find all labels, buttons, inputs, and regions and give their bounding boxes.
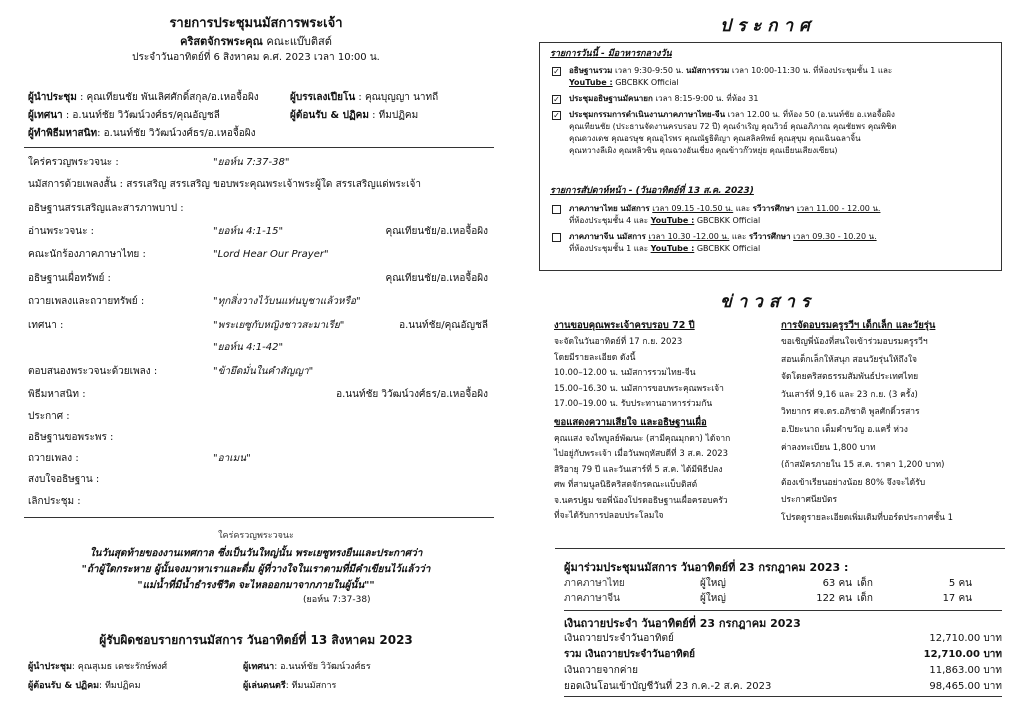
next-role: [28, 678, 141, 692]
role-value: : คุณบุญญา นาทถี: [355, 92, 439, 103]
announcement-line: YouTube : GBCBKK Official: [569, 78, 679, 87]
order-item: "ยอห์น 4:1-15": [213, 226, 284, 237]
order-row: [28, 428, 488, 448]
announcement-line: อธิษฐานรวม เวลา 9:30-9:50 น. นมัสการรวม เวลา 10:00-11:30 น. ที่ห้องประชุมชั้น 1 และ: [569, 66, 893, 75]
announcement-line: ภาคภาษาจีน นมัสการ เวลา 10.30 -12.00 น. และ รวีวารศึกษา เวลา 09.30 - 10.20 น.: [569, 232, 877, 241]
divider: [564, 610, 1002, 611]
next-role: [28, 659, 167, 673]
reflection-reference: (ยอห์น 7:37-38): [303, 595, 371, 605]
reflection-line: "แม่น้ำที่มีน้ำธำรงชีวิต จะไหลออกมาจากภายในผู้นั้น"": [137, 580, 375, 591]
news-line: สิริอายุ 79 ปี และวันเสาร์ที่ 5 ส.ค. ได้มีพิธีปลง: [554, 464, 723, 475]
adult-count: 63 คน: [822, 578, 852, 589]
checkbox-icon: [552, 205, 561, 214]
order-label: อ่านพระวจนะ :: [28, 226, 95, 237]
order-label: พิธีมหาสนิท :: [28, 389, 86, 400]
news-heading: งานขอบคุณพระเจ้าครบรอบ 72 ปี: [554, 320, 695, 331]
news-line: 10.00–12.00 น. นมัสการรวมไทย-จีน: [554, 368, 696, 378]
news-line: ต้องเข้าเรียนอย่างน้อย 80% จึงจะได้รับ: [781, 477, 926, 488]
order-label: อธิษฐานเผื่อทรัพย์ :: [28, 273, 111, 284]
news-title: ข่าวสาร: [720, 292, 816, 312]
announcement-line: ประชุมกรรมการดำเนินงานภาคภาษาไทย-จีน เวลา 12.00 น. ที่ห้อง 50 (อ.นนท์ชัย อ.เหอจื้อผิง: [569, 110, 895, 119]
order-row: [28, 199, 488, 219]
announcements-column: [512, 0, 1024, 725]
attendance-group: ภาคภาษาไทย: [564, 578, 625, 589]
offering-amount: 11,863.00 บาท: [929, 665, 1002, 676]
service-role: [290, 108, 418, 123]
adult-label: ผู้ใหญ่: [700, 593, 726, 604]
order-person: อ.นนท์ชัย/คุณอัญชลี: [399, 320, 488, 331]
order-row: [28, 362, 488, 382]
news-heading: การจัดอบรมครูรวีฯ เด็กเล็ก และวัยรุ่น: [781, 320, 936, 331]
role-value: : คุณเทียนชัย พันเลิศศักดิ์สกุล/อ.เหอจื้อผิง: [76, 92, 259, 103]
role-label: ผู้เทศนา: [28, 110, 63, 121]
order-label: นมัสการด้วยเพลงสั้น : สรรเสริญ สรรเสริญ ขอบพระคุณพระเจ้าพระผู้ใด สรรเสริญแด่พระเจ้า: [28, 179, 421, 190]
order-row: [28, 222, 488, 242]
news-line: วันเสาร์ที่ 9,16 และ 23 ก.ย. (3 ครั้ง): [781, 389, 918, 400]
order-label: ตอบสนองพระวจนะด้วยเพลง :: [28, 366, 158, 377]
order-row: [28, 492, 488, 512]
news-line: 15.00–16.30 น. นมัสการขอบพระคุณพระเจ้า: [554, 383, 724, 394]
news-line: 17.00–19.00 น. รับประทานอาหารร่วมกัน: [554, 399, 713, 409]
role-value: : อ.นนท์ชัย วิวัฒน์วงศ์ธร/คุณอัญชลี: [62, 110, 220, 121]
role-value: : ทีมปฏิคม: [368, 110, 419, 121]
announcement-line: คุณเทียนชัย (ประธานจัดงานครบรอบ 72 ปี) คุณจำเริญ คุณวิวย์ คุณอภิภาณ คุณชัยพร คุณพิชิต: [569, 122, 897, 131]
checkbox-icon: ✓: [553, 111, 560, 120]
news-line: โปรดดูรายละเอียดเพิ่มเติมที่บอร์ดประกาศชั้น 1: [781, 513, 954, 523]
order-row: [28, 316, 488, 336]
news-line: ค่าลงทะเบียน 1,800 บาท: [781, 442, 876, 453]
child-label: เด็ก: [857, 578, 873, 589]
announcement-line: ที่ห้องประชุมชั้น 4 และ YouTube : GBCBKK Official: [569, 216, 761, 225]
next-role: [243, 659, 371, 673]
order-row: [28, 385, 488, 405]
child-count: 17 คน: [942, 593, 972, 604]
role-label: ผู้ต้อนรับ & ปฏิคม: [28, 681, 100, 691]
news-line: จะจัดในวันอาทิตย์ที่ 17 ก.ย. 2023: [554, 337, 683, 347]
news-line: จ.นครปฐม ขอพี่น้องโปรดอธิษฐานเผื่อครอบครัว: [554, 495, 728, 506]
order-row: [28, 338, 488, 358]
order-item: "ยอห์น 4:1-42": [213, 342, 284, 353]
role-value: : อ.นนท์ชัย วิวัฒน์วงศ์ธร: [274, 662, 371, 672]
offering-label: รวม เงินถวายประจำวันอาทิตย์: [564, 649, 695, 660]
order-label: ถวายเพลง :: [28, 453, 79, 464]
announcement-line: ประชุมอธิษฐานมัคนายก เวลา 8:15-9:00 น. ที่ห้อง 31: [569, 94, 759, 103]
service-role: [28, 108, 220, 123]
order-label: อธิษฐานสรรเสริญและสารภาพบาป :: [28, 203, 184, 214]
order-label: ใคร่ครวญพระวจนะ :: [28, 157, 119, 168]
announcements-title: ประกาศ: [720, 16, 816, 36]
announcement-line: ภาคภาษาไทย นมัสการ เวลา 09.15 -10.50 น. และ รวีวารศึกษา เวลา 11.00 - 12.00 น.: [569, 204, 881, 213]
adult-label: ผู้ใหญ่: [700, 578, 726, 589]
order-row: [28, 470, 488, 490]
child-label: เด็ก: [857, 593, 873, 604]
announcement-line: คุณหวางลีเผิง คุณหลิวซิน คุณฉวงอันเชี่ยง คุณข้าวก๊วหยุ่ย คุณเยียนเสียงเซียน): [569, 146, 838, 155]
order-person: อ.นนท์ชัย วิวัฒน์วงศ์ธร/อ.เหอจื้อผิง: [336, 389, 488, 400]
role-label: ผู้บรรเลงเปียโน: [290, 92, 356, 103]
news-line: ไปอยู่กับพระเจ้า เมื่อวันพฤหัสบดีที่ 3 ส.ค. 2023: [554, 449, 729, 459]
order-label: สงบใจอธิษฐาน :: [28, 474, 100, 485]
order-label: เลิกประชุม :: [28, 496, 81, 507]
today-heading: รายการวันนี้ - มีอาหารกลางวัน: [550, 49, 672, 59]
attendance-group: ภาคภาษาจีน: [564, 593, 621, 604]
role-label: ผู้นำประชุม: [28, 92, 77, 103]
order-row: [28, 407, 488, 427]
order-label: ประกาศ :: [28, 411, 70, 422]
church-name-sub: คณะแบ๊บติสต์: [266, 35, 332, 48]
role-label: ผู้เทศนา: [243, 662, 275, 672]
reflection-title: ใคร่ครวญพระวจนะ: [218, 531, 294, 541]
attendance-title: ผู้มาร่วมประชุมนมัสการ วันอาทิตย์ที่ 23 กรกฎาคม 2023 :: [564, 561, 849, 574]
program-title: รายการประชุมนมัสการพระเจ้า: [169, 16, 343, 31]
news-line: อ.ปิยะนาถ เต็มคำขวัญ อ.แครี่ ห่วง: [781, 425, 908, 435]
order-item: "อาเมน": [213, 453, 251, 464]
service-role: [28, 90, 259, 105]
news-line: คุณแสง จงไพบูลย์พัฒนะ (สามีคุณมุกดา) ได้จาก: [554, 433, 731, 444]
reflection-line: ในวันสุดท้ายของงานเทศกาล ซึ่งเป็นวันใหญ่นั้น พระเยซูทรงยืนและประกาศว่า: [89, 548, 423, 559]
news-line: ที่จะได้รับการปลอบประโลมใจ: [554, 511, 664, 521]
reflection-line: "ถ้าผู้ใดกระหาย ผู้นั้นจงมาหาเราและดื่ม ผู้ที่วางใจในเราตามที่มีคำเขียนไว้แล้วว่า: [81, 564, 431, 575]
order-label: อธิษฐานขอพระพร :: [28, 432, 114, 443]
divider: [564, 696, 1002, 697]
offering-amount: 12,710.00 บาท: [929, 633, 1002, 644]
checkbox-icon: [552, 233, 561, 242]
order-row: [28, 449, 488, 469]
order-item: "ทุกสิ่งวางไว้บนแท่นบูชาแล้วหรือ": [213, 296, 361, 307]
service-role: [28, 126, 256, 141]
divider: [24, 147, 494, 148]
next-week-heading: รายการสัปดาห์หน้า - (วันอาทิตย์ที่ 13 ส.ค. 2023): [550, 186, 754, 196]
news-line: วิทยากร ศจ.ดร.อภิชาติ พูลศักดิ์วรสาร: [781, 407, 920, 418]
role-label: ผู้เล่นดนตรี: [243, 681, 286, 691]
news-heading: ขอแสดงความเสียใจ และอธิษฐานเผื่อ: [554, 416, 707, 428]
next-week-title: ผู้รับผิดชอบรายการนมัสการ วันอาทิตย์ที่ 13 สิงหาคม 2023: [99, 633, 413, 647]
order-item: "ยอห์น 7:37-38": [213, 157, 290, 168]
church-name: [0, 32, 512, 50]
church-name-main: คริสตจักรพระคุณ: [180, 35, 263, 48]
role-label: ผู้ทำพิธีมหาสนิท: [28, 128, 98, 139]
next-role: [243, 678, 336, 692]
order-label: เทศนา :: [28, 320, 64, 331]
order-row: [28, 245, 488, 265]
role-value: : ทีมปฏิคม: [99, 681, 141, 691]
offering-label: ยอดเงินโอนเข้าบัญชีวันที่ 23 ก.ค.-2 ส.ค. 2023: [564, 681, 772, 692]
offering-label: เงินถวายจากค่าย: [564, 665, 638, 676]
order-person: คุณเทียนชัย/อ.เหอจื้อผิง: [385, 226, 488, 237]
offering-title: เงินถวายประจำ วันอาทิตย์ที่ 23 กรกฎาคม 2023: [564, 617, 801, 630]
order-row: [28, 175, 488, 195]
service-role: [290, 90, 438, 105]
news-line: ประกาศนียบัตร: [781, 495, 838, 506]
divider: [24, 517, 494, 518]
order-row: [28, 292, 488, 312]
order-row: [28, 153, 488, 173]
service-date: ประจำวันอาทิตย์ที่ 6 สิงหาคม ค.ศ. 2023 เวลา 10:00 น.: [132, 52, 380, 63]
divider: [555, 548, 1005, 549]
role-label: ผู้นำประชุม: [28, 662, 72, 672]
role-value: : ทีมนมัสการ: [285, 681, 337, 691]
order-label: คณะนักร้องภาคภาษาไทย :: [28, 249, 146, 260]
order-item: "Lord Hear Our Prayer": [213, 249, 329, 260]
role-value: : อ.นนท์ชัย วิวัฒน์วงศ์ธร/อ.เหอจื้อผิง: [97, 128, 256, 139]
child-count: 5 คน: [948, 578, 972, 589]
order-item: "พระเยซูกับหญิงชาวสะมาเรีย": [213, 320, 345, 331]
news-line: โดยมีรายละเอียด ดังนี้: [554, 352, 636, 363]
order-item: "ข้ายึดมั่นในคำสัญญา": [213, 366, 314, 377]
checkbox-icon: ✓: [553, 67, 560, 76]
news-line: จัดโดยคริสตธรรมสัมพันธ์ประเทศไทย: [781, 372, 919, 383]
news-line: สอนเด็กเล็กให้สนุก สอนวัยรุ่นให้ถึงใจ: [781, 354, 917, 365]
order-row: [28, 269, 488, 289]
role-label: ผู้ต้อนรับ & ปฏิคม: [290, 110, 369, 121]
checkbox-icon: ✓: [553, 95, 560, 104]
announcement-line: คุณดวงเดช คุณอรษุช คุณอุไรพร คุณณัฐธิติญา คุณสลิลทิพย์ คุณสุขุม คุณเฉินฉลาจิ้น: [569, 134, 861, 143]
role-value: : คุณสุเมธ เดชะรักษ์พงศ์: [71, 662, 168, 672]
offering-amount: 12,710.00 บาท: [923, 649, 1002, 660]
offering-amount: 98,465.00 บาท: [929, 681, 1002, 692]
order-person: คุณเทียนชัย/อ.เหอจื้อผิง: [385, 273, 488, 284]
news-line: ศพ ที่สามนูลนิธิคริสตจักรคณะแบ็บติสต์: [554, 480, 698, 490]
news-line: (ถ้าสมัครภายใน 15 ส.ค. ราคา 1,200 บาท): [781, 460, 945, 471]
adult-count: 122 คน: [816, 593, 852, 604]
offering-label: เงินถวายประจำวันอาทิตย์: [564, 633, 674, 644]
announcement-line: ที่ห้องประชุมชั้น 1 และ YouTube : GBCBKK Official: [569, 244, 761, 253]
news-line: ขอเชิญพี่น้องที่สนใจเข้าร่วมอบรมครูรวีฯ: [781, 337, 928, 347]
order-label: ถวายเพลงและถวายทรัพย์ :: [28, 296, 145, 307]
